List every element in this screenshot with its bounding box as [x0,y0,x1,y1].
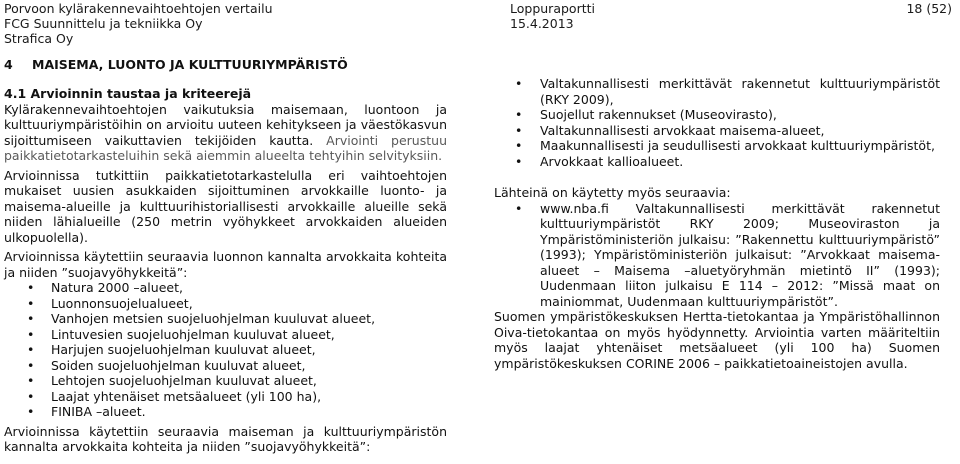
section-title: MAISEMA, LUONTO JA KULTTUURIYMPÄRISTÖ [32,57,348,72]
section-number: 4 [4,57,13,72]
list-item: • Laajat yhtenäiset metsäalueet (yli 100 ha), [4,389,447,405]
header-middle [510,1,595,31]
nature-criteria-list [4,280,447,420]
paragraph-3: Arvioinnissa käytettiin seuraavia luonnon kannalta arvokkaita kohteita ja niiden ”suojavyöhykkeitä”: [4,249,447,280]
sources-intro: Lähteinä on käytetty myös seuraavia: [494,185,731,200]
sources-list [494,201,940,310]
header-date: 15.4.2013 [510,16,574,31]
list-item: • www.nba.fi Valtakunnallisesti merkittävät rakennetut kulttuuriympäristöt RKY 2009; Museoviraston ja Ympäristöministeriön julkaisu: ”Rakennettu kulttuuriympäristö” (1993); Ympäristöministeriön julkaisut: ”Arvokkaat maisema-alueet – Maisema –aluetyöryhmän mietintö II” (1993); Uudenmaan liiton julkaisu E 114 – 2012: ”Missä maat on mainiommat, Uudenmaan kulttuuriympäristöt”. [494,201,940,310]
left-column [4,57,447,455]
header-company-2: Strafica Oy [4,31,74,46]
paragraph-1-text: Kylärakennevaihtoehtojen vaikutuksia maisemaan, luontoon ja kulttuuriympäristöihin on arvioitu uuteen kehitykseen ja väestökasvun sijoittumiseen vaikuttavien tekijöiden kautta. [4,101,447,148]
paragraph-2: Arvioinnissa tutkittiin paikkatietotarkastelulla eri vaihtoehtojen mukaiset uusien asukkaiden sijoittuminen arvokkaille luonto- ja maisema-alueille ja kulttuurihistoriallisesti arvokkaille alueille sekä niiden lähialueille (250 metrin vyöhykkeet arvokkaiden alueiden ulkopuolella). [4,167,447,245]
header-report: Loppuraportti [510,1,595,16]
list-item: • Luonnonsuojelualueet, [4,296,447,312]
list-item: • FINIBA –alueet. [4,404,447,420]
right-column [494,76,940,371]
list-item: • Lehtojen suojeluohjelman kuuluvat alueet, [4,373,447,389]
list-item: • Valtakunnallisesti merkittävät rakennetut kulttuuriympäristöt (RKY 2009), [494,76,940,107]
page-header [0,0,960,50]
paragraph-4: Arvioinnissa käytettiin seuraavia maiseman ja kulttuuriympäristön kannalta arvokkaita kohteita ja niiden ”suojavyöhykkeitä”: [4,423,447,454]
list-item: • Suojellut rakennukset (Museovirasto), [494,107,940,123]
header-left [4,1,273,46]
subsection-heading: 4.1 Arvioinnin taustaa ja kriteerejä [4,86,252,101]
section-heading [4,57,447,72]
list-item: • Soiden suojeluohjelman kuuluvat alueet, [4,358,447,374]
list-item: • Arvokkaat kallioalueet. [494,154,940,170]
header-page-number: 18 (52) [906,1,952,16]
list-item: • Harjujen suojeluohjelman kuuluvat alueet, [4,342,447,358]
header-company: FCG Suunnittelu ja tekniikka Oy [4,16,203,31]
list-item: • Natura 2000 –alueet, [4,280,447,296]
paragraph-1-note: Arviointi perustuu paikkatietotarkasteluihin sekä aiemmin alueelta tehtyihin selvityksiin. [4,132,447,163]
paragraph-1 [4,102,447,164]
paragraph-5: Suomen ympäristökeskuksen Hertta-tietokantaa ja Ympäristöhallinnon Oiva-tietokantaa on myös hyödynnetty. Arviointia varten määriteltiin myös laajat yhtenäiset metsäalueet (yli 100 ha) Suomen ympäristökeskuksen CORINE 2006 – paikkatietoaineistojen avulla. [494,309,940,371]
list-item: • Lintuvesien suojeluohjelman kuuluvat alueet, [4,327,447,343]
list-item: • Vanhojen metsien suojeluohjelman kuuluvat alueet, [4,311,447,327]
list-item: • Valtakunnallisesti arvokkaat maisema-alueet, [494,123,940,139]
list-item: • Maakunnallisesti ja seudullisesti arvokkaat kulttuuriympäristöt, [494,138,940,154]
culture-criteria-list [494,76,940,169]
header-project: Porvoon kylärakennevaihtoehtojen vertailu [4,1,273,16]
